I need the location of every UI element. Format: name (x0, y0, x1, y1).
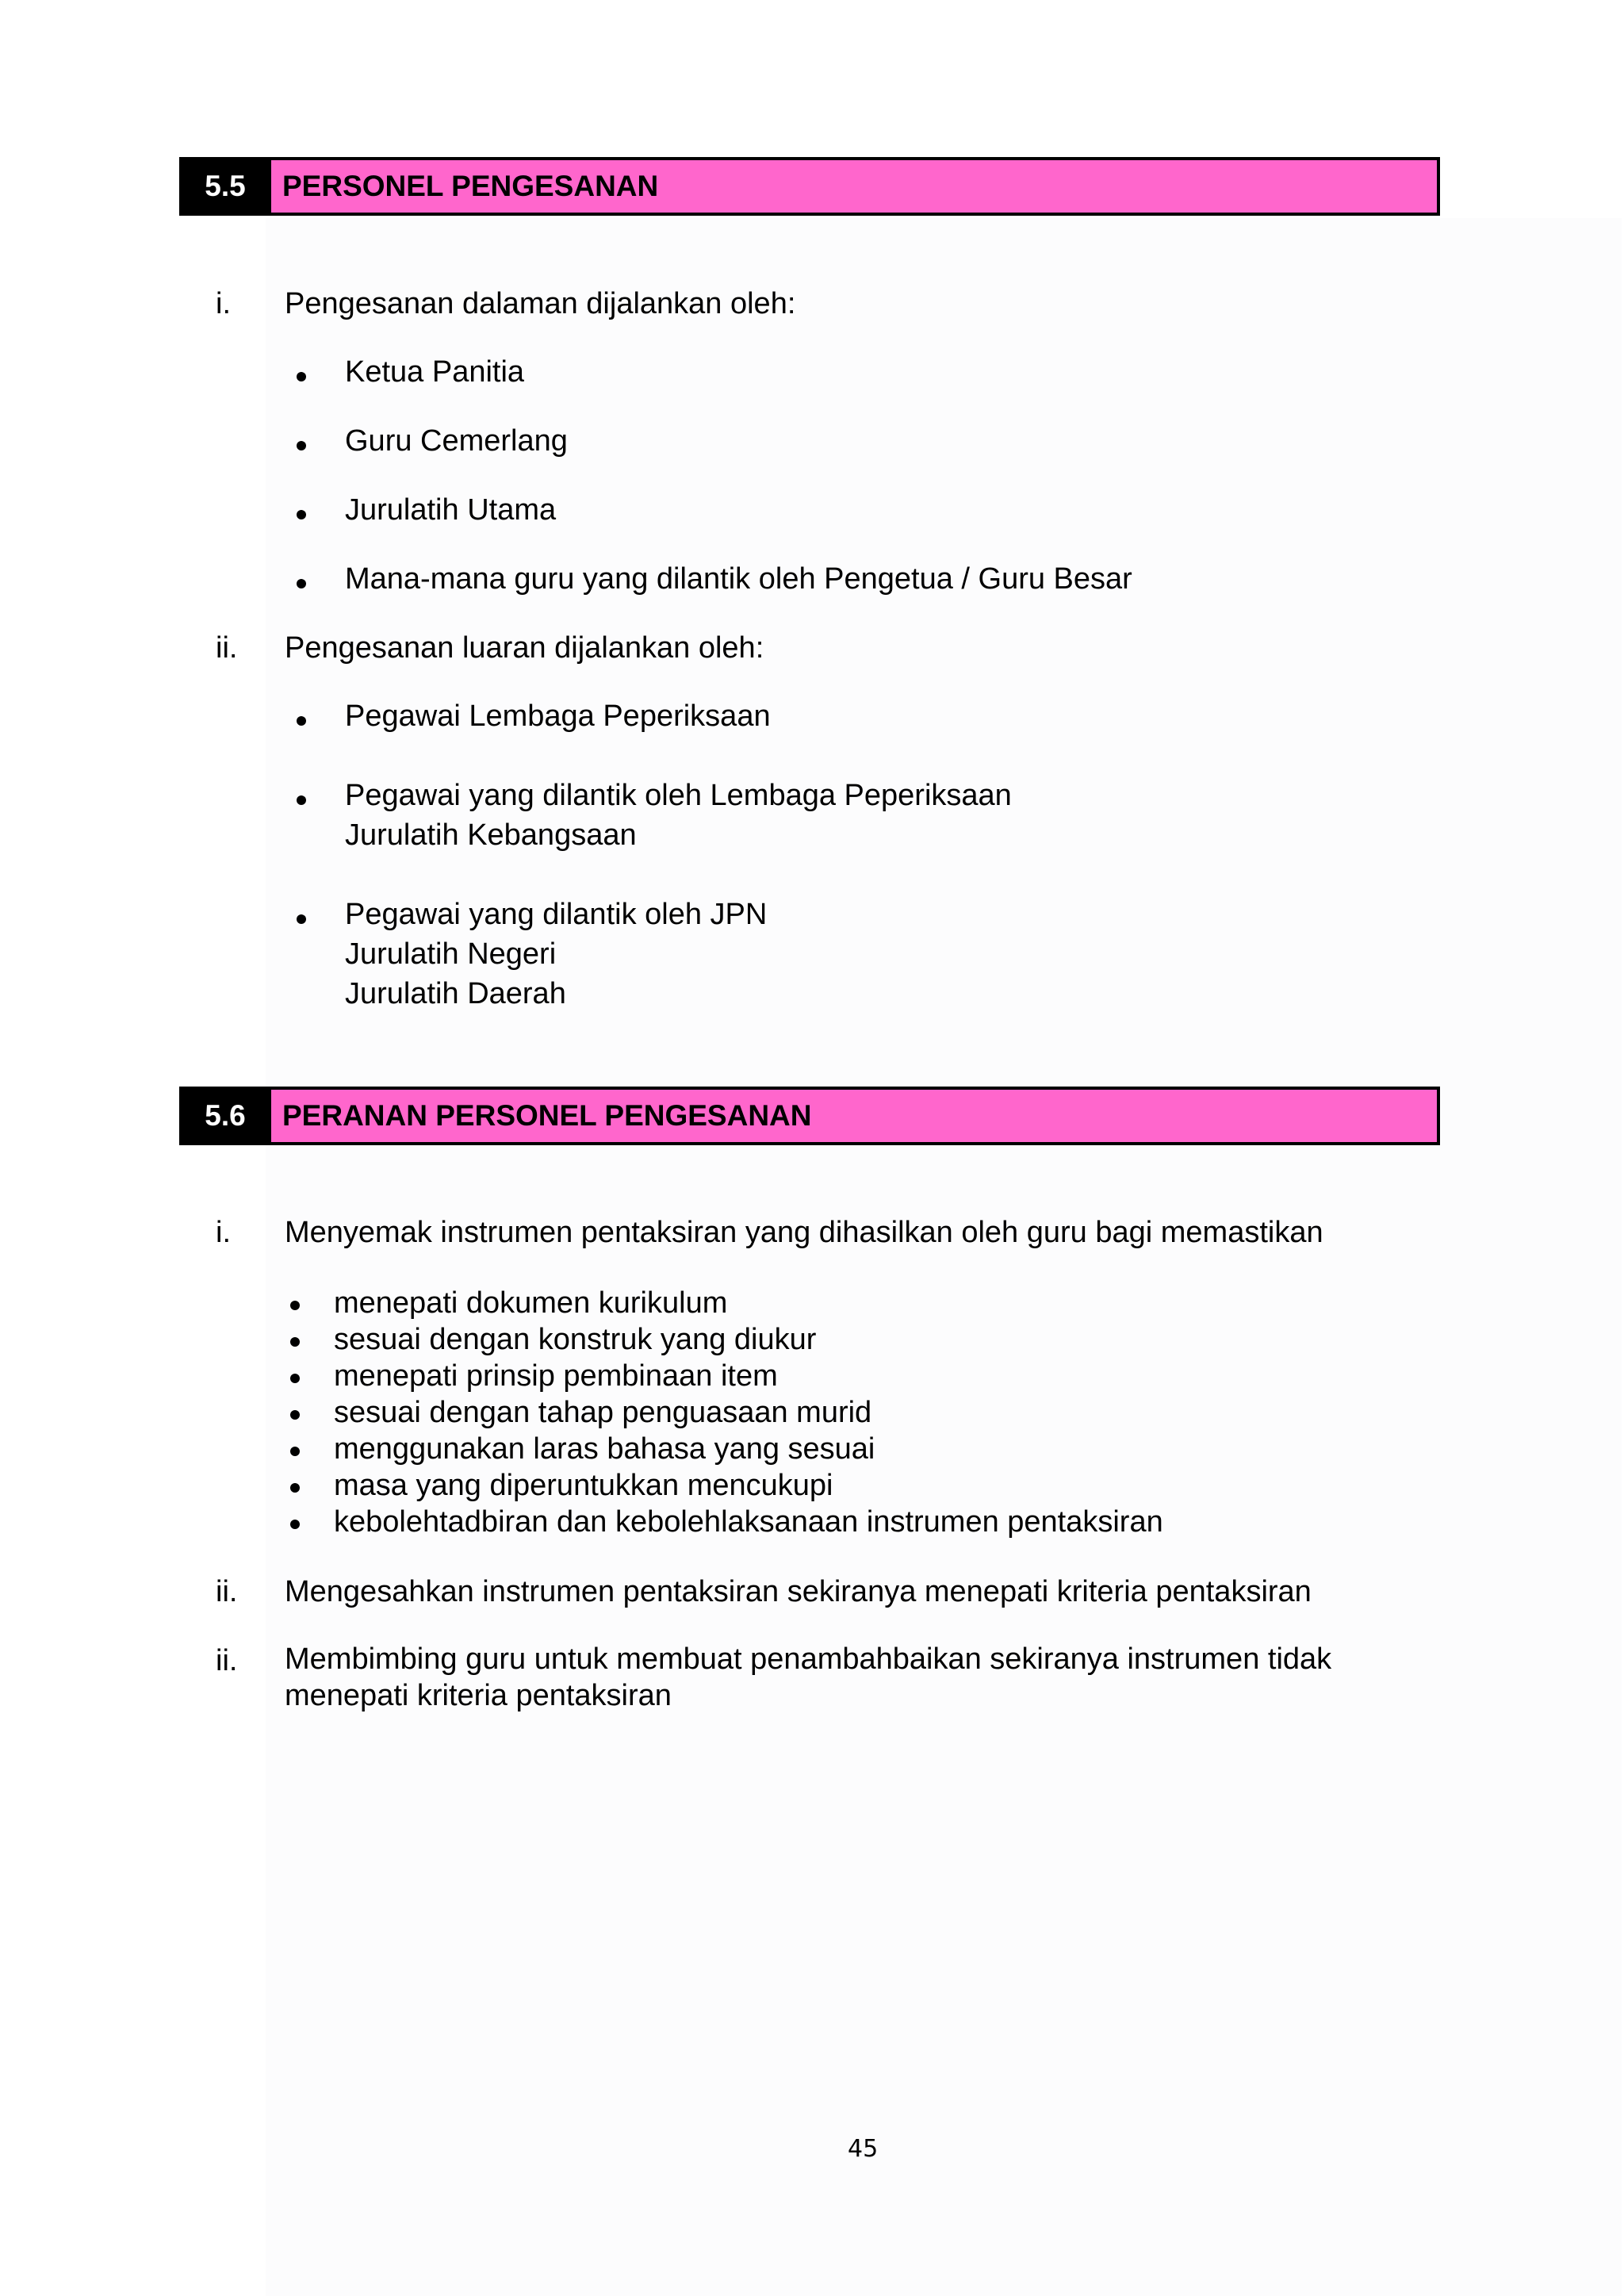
bullet-dot (290, 1520, 300, 1529)
section-title: PERANAN PERSONEL PENGESANAN (271, 1090, 1437, 1142)
list-item: sesuai dengan konstruk yang diukur (334, 1323, 817, 1356)
list-item: menepati dokumen kurikulum (334, 1286, 728, 1320)
item-numeral: ii. (216, 631, 238, 665)
list-item-subline: Jurulatih Daerah (345, 977, 566, 1010)
section-header-5-6 (179, 1087, 1440, 1145)
list-item: Mana-mana guru yang dilantik oleh Pengetua / Guru Besar (345, 562, 1132, 596)
item-text: Mengesahkan instrumen pentaksiran sekiranya menepati kriteria pentaksiran (285, 1575, 1312, 1608)
item-text: Pengesanan dalaman dijalankan oleh: (285, 287, 796, 320)
item-text: Pengesanan luaran dijalankan oleh: (285, 631, 764, 665)
list-item: Pegawai yang dilantik oleh Lembaga Peperiksaan (345, 779, 1012, 812)
bullet-dot (290, 1374, 300, 1383)
item-numeral: ii. (216, 1644, 238, 1677)
list-item: Pegawai yang dilantik oleh JPN (345, 898, 768, 931)
bullet-dot (297, 716, 306, 726)
bullet-dot (290, 1410, 300, 1420)
section-number: 5.6 (205, 1099, 246, 1132)
bullet-dot (297, 795, 306, 805)
bullet-dot (297, 372, 306, 381)
bullet-dot (297, 510, 306, 519)
section-number: 5.5 (205, 170, 246, 202)
list-item: kebolehtadbiran dan kebolehlaksanaan instrumen pentaksiran (334, 1505, 1163, 1539)
bullet-dot (290, 1483, 300, 1493)
bullet-dot (297, 441, 306, 450)
bullet-dot (297, 914, 306, 924)
bullet-dot (290, 1301, 300, 1310)
content-shade (266, 218, 1622, 2296)
section-title: PERSONEL PENGESANAN (271, 160, 1437, 213)
item-text: Membimbing guru untuk membuat penambahbaikan sekiranya instrumen tidak (285, 1642, 1332, 1676)
list-item: sesuai dengan tahap penguasaan murid (334, 1396, 872, 1429)
list-item: Pegawai Lembaga Peperiksaan (345, 700, 771, 733)
item-text-continuation: menepati kriteria pentaksiran (285, 1679, 672, 1712)
bullet-dot (290, 1447, 300, 1456)
list-item: menggunakan laras bahasa yang sesuai (334, 1432, 875, 1466)
list-item: Jurulatih Utama (345, 493, 557, 527)
section-header-5-5 (179, 157, 1440, 216)
item-numeral: i. (216, 287, 231, 320)
list-item: Ketua Panitia (345, 355, 525, 389)
list-item: menepati prinsip pembinaan item (334, 1359, 778, 1393)
list-item: Guru Cemerlang (345, 424, 568, 458)
list-item-subline: Jurulatih Kebangsaan (345, 818, 637, 852)
page-number: 45 (848, 2135, 879, 2163)
item-numeral: i. (216, 1216, 231, 1249)
bullet-dot (290, 1337, 300, 1347)
list-item: masa yang diperuntukkan mencukupi (334, 1469, 833, 1502)
item-numeral: ii. (216, 1575, 238, 1608)
list-item-subline: Jurulatih Negeri (345, 937, 557, 971)
bullet-dot (297, 579, 306, 588)
item-text: Menyemak instrumen pentaksiran yang dihasilkan oleh guru bagi memastikan (285, 1216, 1323, 1249)
